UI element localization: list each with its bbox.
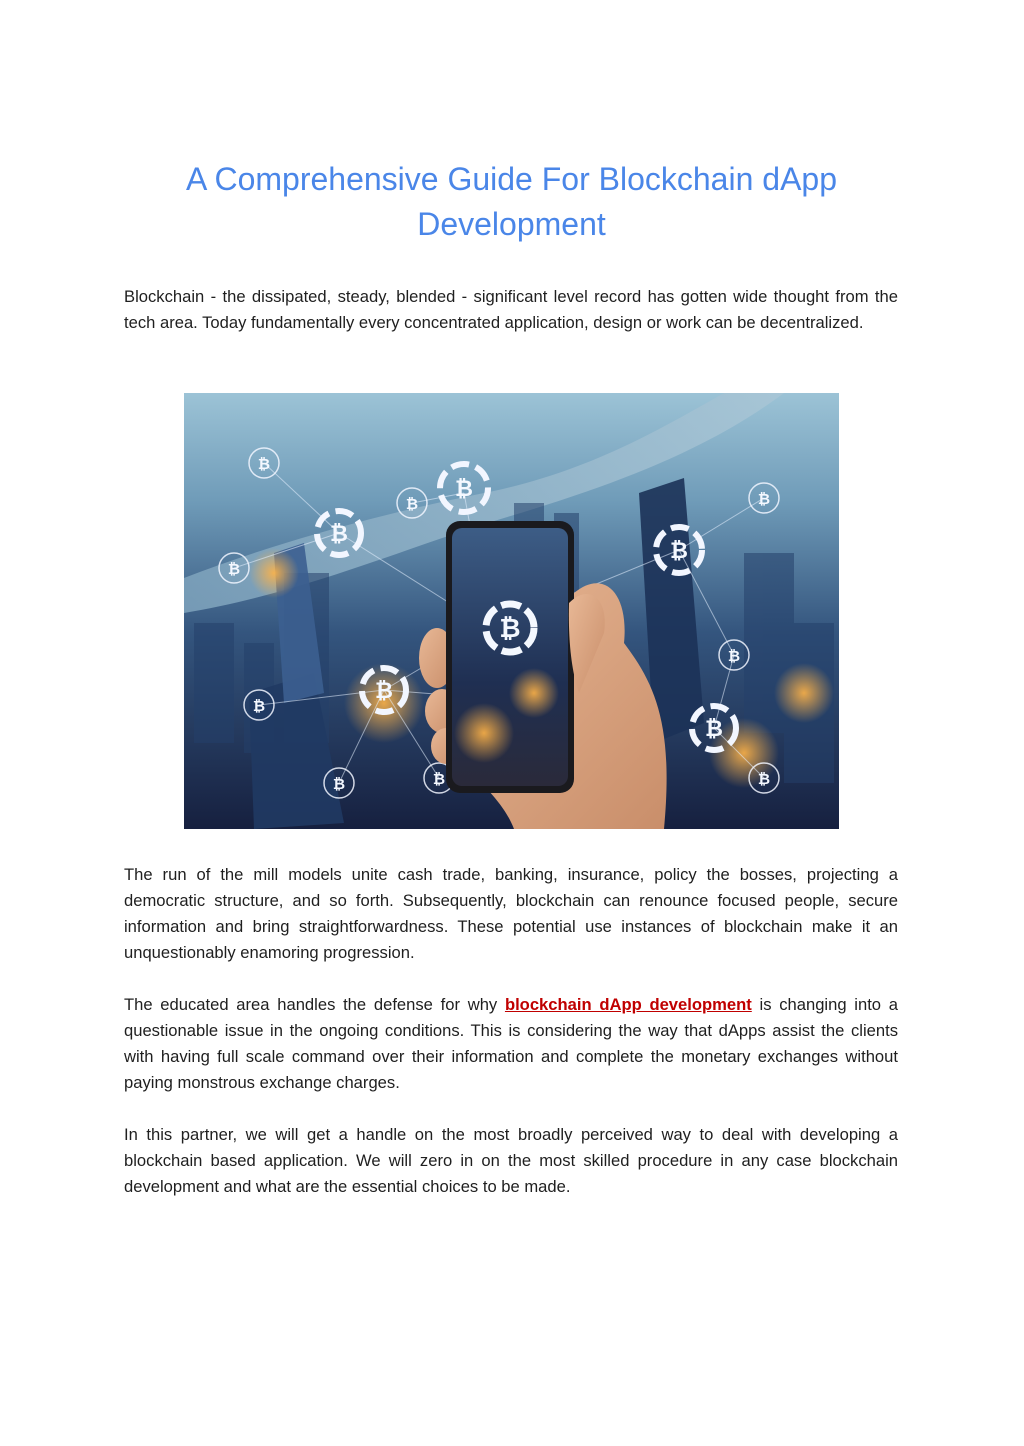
dapp-paragraph [124, 992, 898, 1096]
svg-text:₿: ₿ [757, 490, 771, 508]
svg-text:₿: ₿ [257, 455, 271, 473]
svg-text:₿: ₿ [432, 770, 446, 788]
svg-text:₿: ₿ [670, 539, 688, 564]
dapp-paragraph-text-after: is changing into a questionable issue in the ongoing conditions. This is considering the way that dApps assist the clients with having full scale command over their information and complete the monetary exchanges without paying monstrous exchange charges. [124, 995, 898, 1092]
intro-paragraph: Blockchain - the dissipated, steady, blended - significant level record has gotten wide thought from the tech area. Today fundamentally every concentrated application, design or work can be decentralized. [124, 287, 898, 332]
svg-text:₿: ₿ [455, 477, 473, 502]
hero-image [184, 393, 839, 829]
svg-text:₿: ₿ [757, 770, 771, 788]
svg-text:₿: ₿ [499, 614, 521, 644]
svg-text:₿: ₿ [405, 495, 419, 513]
use-cases-paragraph: The run of the mill models unite cash trade, banking, insurance, policy the bosses, projecting a democratic structure, and so forth. Subsequently, blockchain can renounce focused people, secure information and bring straightforwardness. These potential use instances of blockchain make it an unquestionably enamoring progression. [124, 865, 898, 962]
svg-text:₿: ₿ [375, 679, 393, 704]
svg-text:₿: ₿ [227, 560, 241, 578]
dapp-paragraph-text-before: The educated area handles the defense for why [124, 995, 505, 1014]
svg-text:₿: ₿ [330, 522, 348, 547]
blockchain-dapp-development-link[interactable]: blockchain dApp development [504, 995, 752, 1014]
page-title: A Comprehensive Guide For Blockchain dApp Development [185, 161, 837, 242]
svg-text:₿: ₿ [705, 717, 723, 742]
blockchain-city-illustration [184, 393, 839, 829]
svg-text:₿: ₿ [332, 775, 346, 793]
svg-text:₿: ₿ [727, 647, 741, 665]
svg-text:₿: ₿ [252, 697, 266, 715]
guide-intro-paragraph: In this partner, we will get a handle on the most broadly perceived way to deal with developing a blockchain based application. We will zero in on the most skilled procedure in any case blockchain development and what are the essential choices to be made. [124, 1125, 898, 1196]
